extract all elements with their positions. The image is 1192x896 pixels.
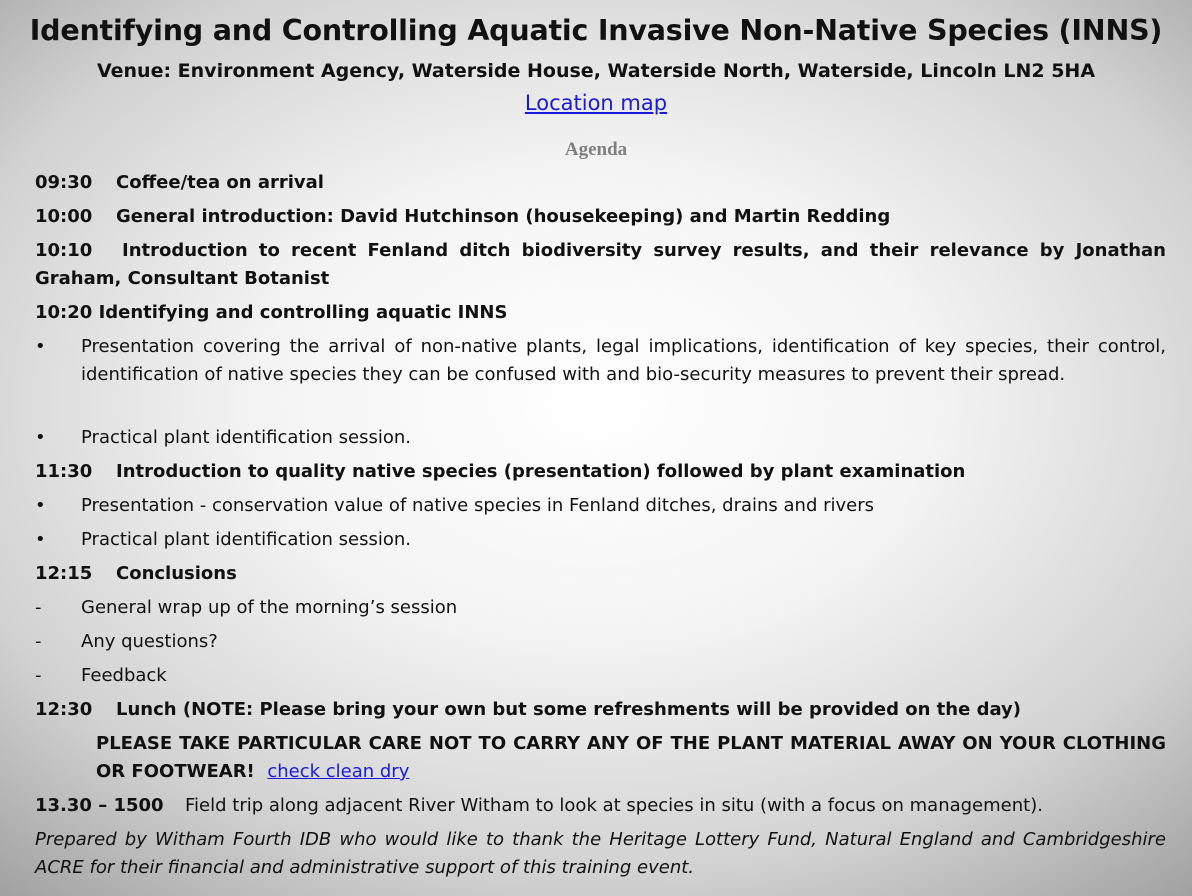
- agenda-time: 09:30: [35, 172, 93, 193]
- agenda-time: 11:30: [35, 461, 93, 482]
- agenda-item-1330: [35, 792, 1166, 820]
- agenda-item-1020: [35, 299, 1166, 327]
- agenda-item-0930: [35, 169, 1166, 197]
- agenda-item-1230: [35, 696, 1166, 724]
- location-map-link[interactable]: Location map: [524, 91, 668, 115]
- agenda-item-1215: [35, 560, 1166, 588]
- agenda-heading: Agenda: [564, 139, 628, 160]
- bullet-icon: •: [35, 336, 46, 357]
- agenda-item-1010: [35, 237, 1166, 293]
- list-item: [35, 333, 1166, 389]
- list-item-text: Presentation covering the arrival of non-native plants, legal implications, identification of key species, their control, identification of native species they can be confused with and bio-security measures to prevent their spread.: [81, 336, 1166, 385]
- list-item: [35, 492, 1166, 520]
- list-item-text: General wrap up of the morning’s session: [81, 597, 458, 618]
- agenda-item-1000: [35, 203, 1166, 231]
- care-warning: [96, 730, 1166, 786]
- agenda-time: 10:10: [35, 240, 93, 261]
- bullet-icon: •: [35, 529, 46, 550]
- agenda-text: Introduction to recent Fenland ditch biodiversity survey results, and their relevance by Jonathan Graham, Consultant Botanist: [35, 240, 1166, 289]
- agenda-text: Lunch (NOTE: Please bring your own but some refreshments will be provided on the day): [116, 699, 1022, 720]
- list-item: [35, 662, 1166, 690]
- list-item-text: Any questions?: [81, 631, 218, 652]
- care-warning-text: PLEASE TAKE PARTICULAR CARE NOT TO CARRY ANY OF THE PLANT MATERIAL AWAY ON YOUR CLOTHING OR FOOTWEAR!: [96, 733, 1166, 782]
- agenda-text: Identifying and controlling aquatic INNS: [98, 302, 508, 323]
- check-clean-dry-link[interactable]: check clean dry: [267, 761, 410, 782]
- list-item: [35, 424, 1166, 452]
- agenda-time: 10:20: [35, 302, 93, 323]
- agenda-time: 12:15: [35, 563, 93, 584]
- agenda-time: 12:30: [35, 699, 93, 720]
- agenda-time: 10:00: [35, 206, 93, 227]
- list-item-text: Feedback: [81, 665, 167, 686]
- agenda-text: General introduction: David Hutchinson (housekeeping) and Martin Redding: [116, 206, 891, 227]
- venue-line: Venue: Environment Agency, Waterside House, Waterside North, Waterside, Lincoln LN2 5HA: [96, 60, 1096, 82]
- list-item-text: Presentation - conservation value of native species in Fenland ditches, drains and rivers: [81, 495, 875, 516]
- bullet-icon: •: [35, 495, 46, 516]
- page-title: Identifying and Controlling Aquatic Invasive Non-Native Species (INNS): [29, 14, 1163, 47]
- list-item: [35, 594, 1166, 622]
- agenda-text: Introduction to quality native species (presentation) followed by plant examination: [116, 461, 966, 482]
- agenda-text: Conclusions: [116, 563, 237, 584]
- agenda-text: Coffee/tea on arrival: [116, 172, 324, 193]
- dash-icon: -: [35, 665, 42, 686]
- agenda-item-1130: [35, 458, 1166, 486]
- location-map-container: [0, 91, 1192, 115]
- list-item-text: Practical plant identification session.: [81, 529, 412, 550]
- list-item: [35, 628, 1166, 656]
- list-item: [35, 526, 1166, 554]
- bullet-icon: •: [35, 427, 46, 448]
- dash-icon: -: [35, 631, 42, 652]
- list-item-text: Practical plant identification session.: [81, 427, 412, 448]
- acknowledgement-footer: Prepared by Witham Fourth IDB who would like to thank the Heritage Lottery Fund, Natural England and Cambridgeshire ACRE for their financial and administrative support of this training event.: [35, 829, 1166, 878]
- agenda-time: 13.30 – 1500: [35, 795, 164, 816]
- dash-icon: -: [35, 597, 42, 618]
- agenda-text: Field trip along adjacent River Witham to look at species in situ (with a focus on management).: [185, 795, 1043, 816]
